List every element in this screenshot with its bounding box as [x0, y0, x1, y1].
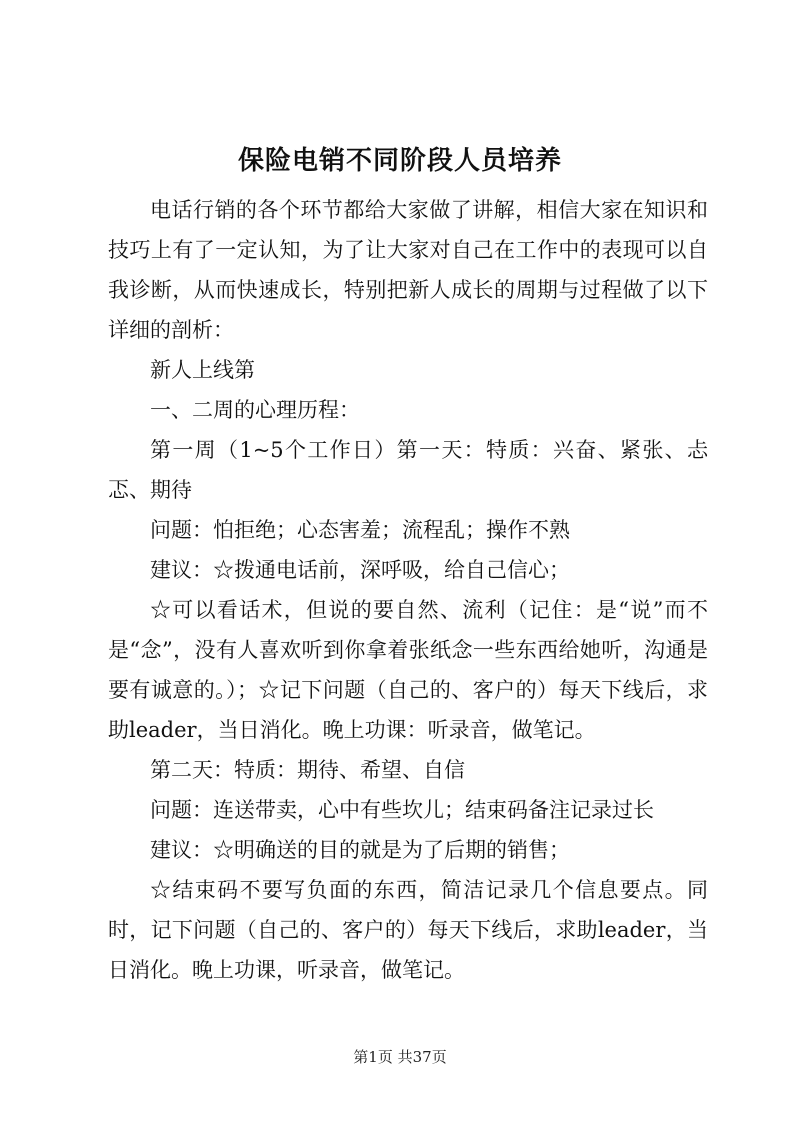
paragraph-day-two-advice: 建议：☆明确送的目的就是为了后期的销售；: [150, 838, 570, 862]
paragraph-intro: 电话行销的各个环节都给大家做了讲解，相信大家在知识和技巧上有了一定认知，为了让大家对自己在工作中的表现可以自我诊断，从而快速成长，特别把新人成长的周期与过程做了以下详细的剖析：: [108, 198, 708, 342]
paragraph-day-two-problems: 问题：连送带卖，心中有些坎儿；结束码备注记录过长: [150, 798, 654, 822]
paragraph-day-one-advice: 建议：☆拨通电话前，深呼吸，给自己信心；: [150, 558, 570, 582]
page-footer: 第1页 共37页: [353, 1048, 447, 1066]
paragraph-day-one-traits: 第一周（1~5个工作日）第一天：特质：兴奋、紧张、忐忑、期待: [108, 438, 708, 502]
paragraph-week-heading: 一、二周的心理历程：: [150, 398, 360, 422]
paragraph-day-one-problems: 问题：怕拒绝；心态害羞；流程乱；操作不熟: [150, 518, 570, 542]
paragraph-day-two-traits: 第二天：特质：期待、希望、自信: [150, 758, 465, 782]
document-body: [108, 190, 708, 990]
document-title: 保险电销不同阶段人员培养: [237, 146, 562, 176]
paragraph-day-one-advice-detail: ☆可以看话术，但说的要自然、流利（记住：是“说”而不是“念”，没有人喜欢听到你拿着张纸念一些东西给她听，沟通是要有诚意的。）；☆记下问题（自己的、客户的）每天下线后，求助leader，当日消化。晚上功课：听录音，做笔记。: [108, 598, 708, 742]
paragraph-newcomer: 新人上线第: [150, 358, 255, 382]
paragraph-day-two-advice-detail: ☆结束码不要写负面的东西，简洁记录几个信息要点。同时，记下问题（自己的、客户的）每天下线后，求助leader，当日消化。晚上功课，听录音，做笔记。: [108, 878, 708, 982]
